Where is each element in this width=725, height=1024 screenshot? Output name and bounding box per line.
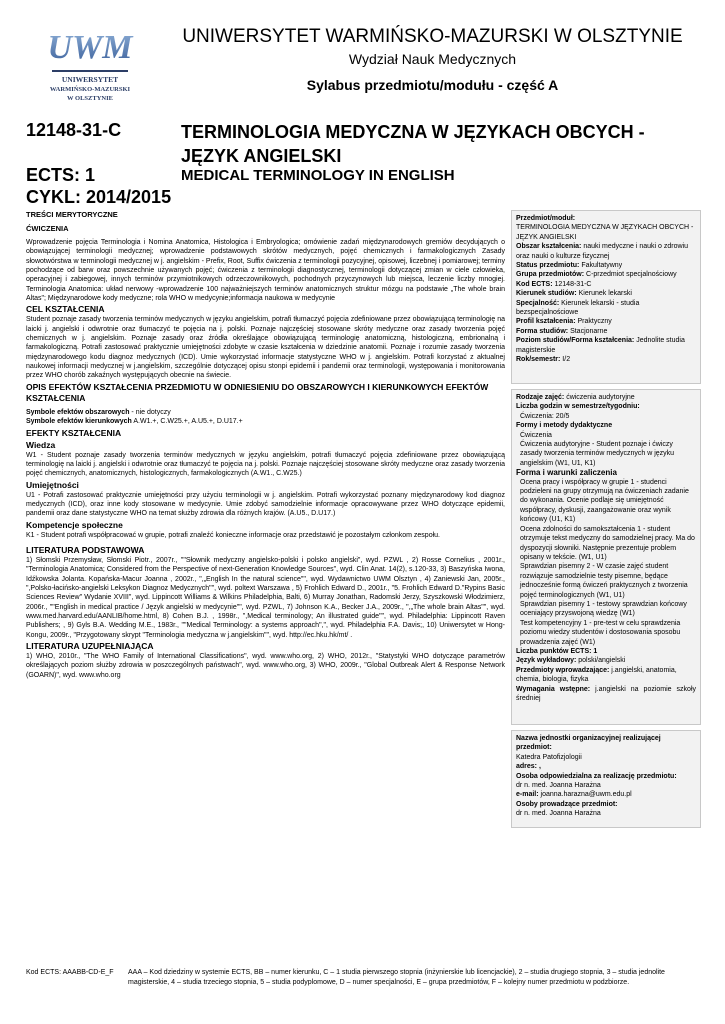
rok-label: Rok/semestr: bbox=[516, 356, 561, 364]
rodzaje-label: Rodzaje zajęć: bbox=[516, 394, 565, 401]
forma-studiow-value: Stacjonarne bbox=[568, 327, 608, 335]
footer-code-format: Kod ECTS: AAABB-CD-E_F bbox=[26, 969, 114, 976]
jezyk-label: Język wykładowy: bbox=[516, 657, 577, 665]
specjalnosc-label: Specjalność: bbox=[516, 299, 560, 307]
section-heading-efekty: EFEKTY KSZTAŁCENIA bbox=[26, 427, 122, 438]
rok-value: I/2 bbox=[560, 356, 571, 364]
cel-text: Student poznaje zasady tworzenia terminów medycznych w języku angielskim, potrafi tłumaczyć pojęcia zdefiniowane przez obowiązującą terminologię na laicki j. angielski i odwrotnie oraz tłumaczyć te pojęcia na j. polski. Poznaje najczęściej stosowane skróty medyczne oraz zasady tworzenia pojęć chemicznych w j. angielskim. Poznaje zasady oraz źródła określające obowiązującą terminologię anatomiczną, histologiczną, embrionalną i farmakologiczną. Potrafi zastosować praktycznie umiejętności zdobyte w czasie kształcenia w dziedzinie anatomii. Poznaje i rozumie zasady tworzenia międzynarodowego kodu diagnoz medycznych (ICD). Umie wykorzystać informacje statystyczne WHO w j. angielskim. Potrafi korzystać z aktualnej naukowej informacji medycznej w j.angielskim, szczególnie dotyczącej opisu stonpi epidemii i pandemii oraz terminologii, występowania i monitorowania przez WHO chorób zakaźnych występujących obecnie na świecie. bbox=[26, 316, 505, 380]
section-heading-cel: CEL KSZTAŁCENIA bbox=[26, 304, 105, 315]
poziom-label: Poziom studiów/Forma kształcenia: bbox=[516, 337, 635, 345]
section-heading-wiedza: Wiedza bbox=[26, 439, 56, 450]
logo-caption-2: WARMIŃSKO-MAZURSKI bbox=[49, 86, 131, 93]
forma-studiow-label: Forma studiów: bbox=[516, 327, 569, 335]
specjalnosc-value: Kierunek lekarski - studia bezspecjalnościowe bbox=[516, 299, 640, 317]
syllabus-content bbox=[26, 210, 505, 680]
symbole-obszarowe-label: Symbole efektów obszarowych bbox=[26, 408, 130, 416]
przedmiot-value: TERMINOLOGIA MEDYCZNA W JĘZYKACH OBCYCH - JĘZYK ANGIELSKI bbox=[516, 224, 694, 241]
course-cycle: CYKL: 2014/2015 bbox=[26, 187, 172, 207]
course-title-en: MEDICAL TERMINOLOGY IN ENGLISH bbox=[181, 167, 455, 184]
formy-item: Ćwiczenia bbox=[520, 431, 552, 439]
section-heading-cwiczenia: ĆWICZENIA bbox=[26, 224, 69, 233]
rodzaje-value: ćwiczenia audytoryjne bbox=[564, 394, 635, 401]
section-heading-tresci: TREŚCI MERYTORYCZNE bbox=[26, 210, 118, 219]
uwm-logo-icon bbox=[40, 14, 140, 106]
formy-label: Formy i metody dydaktyczne bbox=[516, 422, 613, 430]
wiedza-text: W1 - Student poznaje zasady tworzenia terminów medycznych w języku angielskim, potrafi tłumaczyć pojęcia zdefiniowane przez obowiązującą terminologię na laicki j. angielski i odwrotnie oraz tłumaczyć te pojęcia na j. polski. Poznaje najczęściej stosowane skróty medyczne oraz zasady tworzenia pojęć chemicznych, anatomicznych, histologicznych, farmakologicznych (A.W1., C.W25.) bbox=[26, 451, 505, 478]
wymagania-label: Wymagania wstępne: bbox=[516, 685, 591, 693]
section-heading-umiejetnosci: Umiejętności bbox=[26, 479, 79, 490]
obszar-label: Obszar kształcenia: bbox=[516, 243, 582, 251]
liczba-godzin-label: Liczba godzin w semestrze/tygodniu: bbox=[516, 403, 640, 411]
liczba-punktow-label: Liczba punktów ECTS: bbox=[516, 647, 592, 655]
osoba-odpowiedzialna-label: Osoba odpowiedzialna za realizację przedmiotu: bbox=[516, 772, 677, 780]
kod-value: 12148-31-C bbox=[552, 280, 592, 288]
zaliczenie-item: Sprawdzian pisemny 1 - testowy sprawdzian końcowy oceniający przyswojoną wiedzę (W1) bbox=[520, 600, 687, 618]
logo-caption-3: W OLSZTYNIE bbox=[67, 95, 113, 102]
course-title-pl: TERMINOLOGIA MEDYCZNA W JĘZYKACH OBCYCH - JĘZYK ANGIELSKI bbox=[181, 122, 645, 166]
zaliczenie-item: Ocena zdolności do samokształcenia 1 - student otrzymuje tekst medyczny do samodzielnej pracy. Ma do dyspozycji słowniki. Następnie prezentuje problem opisany w tekście. (W1, U1) bbox=[520, 525, 695, 561]
section-heading-kompetencje: Kompetencje społeczne bbox=[26, 519, 123, 530]
logo-text: UWM bbox=[47, 29, 133, 66]
symbole-kierunkowe-label: Symbole efektów kierunkowych bbox=[26, 418, 132, 426]
przedmioty-wprowadzajace-label: Przedmioty wprowadzające: bbox=[516, 666, 610, 674]
symbole-kierunkowe-value: A.W1.+, C.W25.+, A.U5.+, D.U17.+ bbox=[131, 418, 243, 426]
osoba-odpowiedzialna-value: dr n. med. Joanna Harażna bbox=[516, 782, 601, 790]
osoby-prowadzace-value: dr n. med. Joanna Harażna bbox=[516, 810, 601, 818]
formy-item: Ćwiczenia audytoryjne - Student poznaje i ćwiczy zasady tworzenia terminów medycznych w języku angielskim (W1, U1, K1) bbox=[520, 441, 675, 467]
footer-legend: AAA – Kod dziedziny w systemie ECTS, BB – numer kierunku, C – 1 studia pierwszego stopnia (inżynierskie lub licencjackie), 2 – studia drugiego stopnia, 3 – studia jednolite magisterskie, 4 – studia trzeciego stopnia, 5 – studia podyplomowe, D – numer specjalności, E – grupa przedmiotów, F – kolejny numer przedmiotu w podzbiorze. bbox=[128, 969, 665, 986]
kierunek-label: Kierunek studiów: bbox=[516, 290, 577, 298]
unit-info-box bbox=[511, 730, 701, 828]
obszar-value: nauki medyczne i nauki o zdrowiu oraz nauki o kulturze fizycznej bbox=[516, 243, 688, 260]
jednostka-value: Katedra Patofizjologii bbox=[516, 753, 582, 761]
literatura-podstawowa-text: 1) Słomski Przemysław, Słomski Piotr., 2007r., ""Słownik medyczny angielsko-polski i polsko angielski", wyd. PZWL , 2) Rosse Cornelius , 2001r., "Terminologia Anatomica; Considered from the Perspective of next-Generation Knowledge Sources", wyd. Clin Anat. 14(2), s.120-33, 3) Baszyńska Iwona, Idźkowska Jolanta. Kopańska-Macur Joanna , 2002r., ",„English In the natural science"", wyd. Wydawnictwo UWM Olsztyn , 4) Zaniewski Jan, 2005r., ",Polsko-łacińsko-angielski Leksykon Diagnoz Medycznych"", wyd. poltext Warszawa , 5) Frohlich Edward D., 2001r., "5. Frohlich Edward D."Rypins Basic Sciences Review" Wydanie XVIII", wyd. Lippincott Williams & Wilkins Philadelphia, Balti, 6) Murray Jonathan, Radomski Jerzy, Szyszkowski Włodzimierz, 2006r., ""English in medical practice / Język angielski w medycynie"", wyd. PZWL, 7) Johnson K.A., Becker J.A., 2009r., ",„The whole brain Altas"", wyd. www.med.harvard.edu/AANLIB/home.html, 8) Cohen B.J. , 1998r., ",Medical terminology; An illustrated guide"", wyd. Philadelphia: Lippincott Raven Publishers; , 9) Gyls B.A. Wedding M.E., 1983r., ""Medical Terminology: a systems approach",", wyd. Philadelphia F.A. Davis;, 10) Uniwersytet w Hong-Kongu, 2009r., "Przygotowany skrypt "Terminologia medyczna w j.angielskim"", wyd. http://ec.hku.hk/mt/ . bbox=[26, 556, 505, 639]
kod-label: Kod ECTS: bbox=[516, 280, 553, 288]
section-heading-literatura-uzupelniajaca: LITERATURA UZUPEŁNIAJĄCA bbox=[26, 641, 154, 651]
umiejetnosci-text: U1 - Potrafi zastosować praktycznie umiejętności przy użyciu terminologii w j. angielskim. Potrafi wykorzystać poznany międzynarodowy kod diagnoz medycznych (ICD), oraz inne kody stosowane w medycynie. Umie zdobyć samodzielnie informacje opracowywane przez WHO dotyczące epidemii, pandemii oraz dane statystyczne WHO na temat służby zdrowia dla różnych krajów. (A.U5., D.U17.) bbox=[26, 491, 505, 518]
wymagania-value: j.angielski na poziomie szkoły średniej bbox=[516, 685, 696, 702]
course-info-box bbox=[511, 210, 701, 384]
profil-label: Profil kształcenia: bbox=[516, 318, 576, 326]
kompetencje-text: K1 - Student potrafi współpracować w grupie, potrafi znaleźć konieczne informacje oraz przedstawić je pozostałym członkom zespołu. bbox=[26, 531, 440, 539]
course-code: 12148-31-C bbox=[26, 120, 122, 140]
university-name: UNIWERSYTET WARMIŃSKO-MAZURSKI W OLSZTYNIE bbox=[182, 26, 683, 47]
faculty-name: Wydział Nauk Medycznych bbox=[348, 51, 517, 67]
status-label: Status przedmiotu: bbox=[516, 262, 580, 270]
literatura-uzupelniajaca-text: 1) WHO, 2010r., "The WHO Family of International Classifications", wyd. www.who.org, 2) WHO, 2012r., "Statystyki WHO dotyczące parametrów określających poziom służby zdrowia w poszczególnych państwach", wyd. www.who.org, 3) WHO, 2009r., "Global Outbreak Alert & Response Network (GOARN)", wyd. www.who.org bbox=[26, 653, 505, 679]
jednostka-label: Nazwa jednostki organizacyjnej realizującej przedmiot: bbox=[516, 735, 661, 752]
status-value: Fakultatywny bbox=[579, 262, 623, 270]
cwiczenia-text: Wprowadzenie pojęcia Terminologia i Nomina Anatomica, Histologica i Embryologica; omówienie zadań międzynarodowych gremiów decydujących o obowiązującej terminologii medycznej; wprowadzenie podstawowych skrótów medycznych, pojęć chemicznych i farmakologicznych Zasady słowotwórstwa w terminologii medycznej w j. angielskim - Prefix, Root, Suffix ćwiczenia z terminologii pozycyjnej, opisowej, liczebnej i pomiarowej; terminy pochodzące od barw oraz powszechnie używanych pojęć; ćwiczenia z terminologii diagnostycznej, terminologii dotyczącej zmian w ciele człowieka, operacyjnej i zabiegowej, innych terminów przymiotnikowych odrzeczownikowych, pochodnych przyczynowych lub miejsca, leczenie liczby mnogiej. Terminologia Anatomica: układ nerwowy -wprowadzenie 100 najważniejszych terminów anatomicznych struktur mózgu na podstawie „The whole brain Altas"; Międzynarodowe kody medyczne; rola WHO w medycynie;informacja naukowa w medycynie bbox=[26, 239, 505, 303]
classes-info-box bbox=[511, 389, 701, 725]
email-link[interactable]: joanna.harazna@uwm.edu.pl bbox=[538, 791, 632, 799]
section-heading-literatura-podstawowa: LITERATURA PODSTAWOWA bbox=[26, 544, 145, 555]
poziom-value: Jednolite studia magisterskie bbox=[516, 337, 685, 354]
symbole-obszarowe-value: - nie dotyczy bbox=[129, 408, 171, 416]
grupa-label: Grupa przedmiotów: bbox=[516, 271, 585, 279]
course-ects: ECTS: 1 bbox=[26, 165, 96, 185]
forma-zaliczenia-label: Forma i warunki zaliczenia bbox=[516, 468, 617, 478]
osoby-prowadzace-label: Osoby prowadzące przedmiot: bbox=[516, 800, 618, 808]
symbole-kierunkowe bbox=[26, 417, 505, 426]
jezyk-value: polski/angielski bbox=[576, 657, 626, 665]
profil-value: Praktyczny bbox=[575, 318, 612, 326]
email-label: e-mail: bbox=[516, 791, 539, 799]
zaliczenie-item: Ocena pracy i współpracy w grupie 1 - studenci podzieleni na grupy otrzymują na ćwiczeniach zadanie do wykonania. Ocenie podlaje się umiejętność współpracy, dyskusji, zaangażowanie oraz wynik końcowy (U1, K1) bbox=[520, 478, 689, 524]
przedmiot-label: Przedmiot/moduł: bbox=[516, 215, 576, 222]
syllabus-heading: Sylabus przedmiotu/modułu - część A bbox=[306, 77, 559, 93]
liczba-godzin-value: Ćwiczenia: 20/5 bbox=[520, 412, 570, 420]
section-heading-opis: OPIS EFEKTÓW KSZTAŁCENIA PRZEDMIOTU W ODNIESIENIU DO OBSZAROWYCH I KIERUNKOWYCH EFEKTÓW KSZTAŁCENIA bbox=[26, 381, 489, 403]
grupa-value: C-przedmiot specjalnościowy bbox=[584, 271, 677, 279]
kierunek-value: Kierunek lekarski bbox=[576, 290, 632, 298]
przedmioty-wprowadzajace-value: j.angielski, anatomia, chemia, biologia, fizyka bbox=[516, 666, 677, 684]
adres-label: adres: , bbox=[516, 763, 541, 771]
zaliczenie-item: Sprawdzian pisemny 2 - W czasie zajęć student rozwiązuje samodzielnie testy pisemne, będące jednocześnie formą ćwiczeń praktycznych z tworzenia pojęć terminologicznych (W1, U1) bbox=[520, 563, 688, 599]
symbole-obszarowe bbox=[26, 408, 505, 417]
zaliczenie-item: Test kompetencyjny 1 - pre-test w celu sprawdzenia poziomu wiedzy studentów i dostosowania sposobu prowadzenia zajęć (W1) bbox=[520, 619, 681, 646]
university-logo bbox=[40, 14, 140, 106]
liczba-punktow-value: 1 bbox=[591, 647, 598, 655]
logo-caption-1: UNIWERSYTET bbox=[61, 75, 119, 84]
